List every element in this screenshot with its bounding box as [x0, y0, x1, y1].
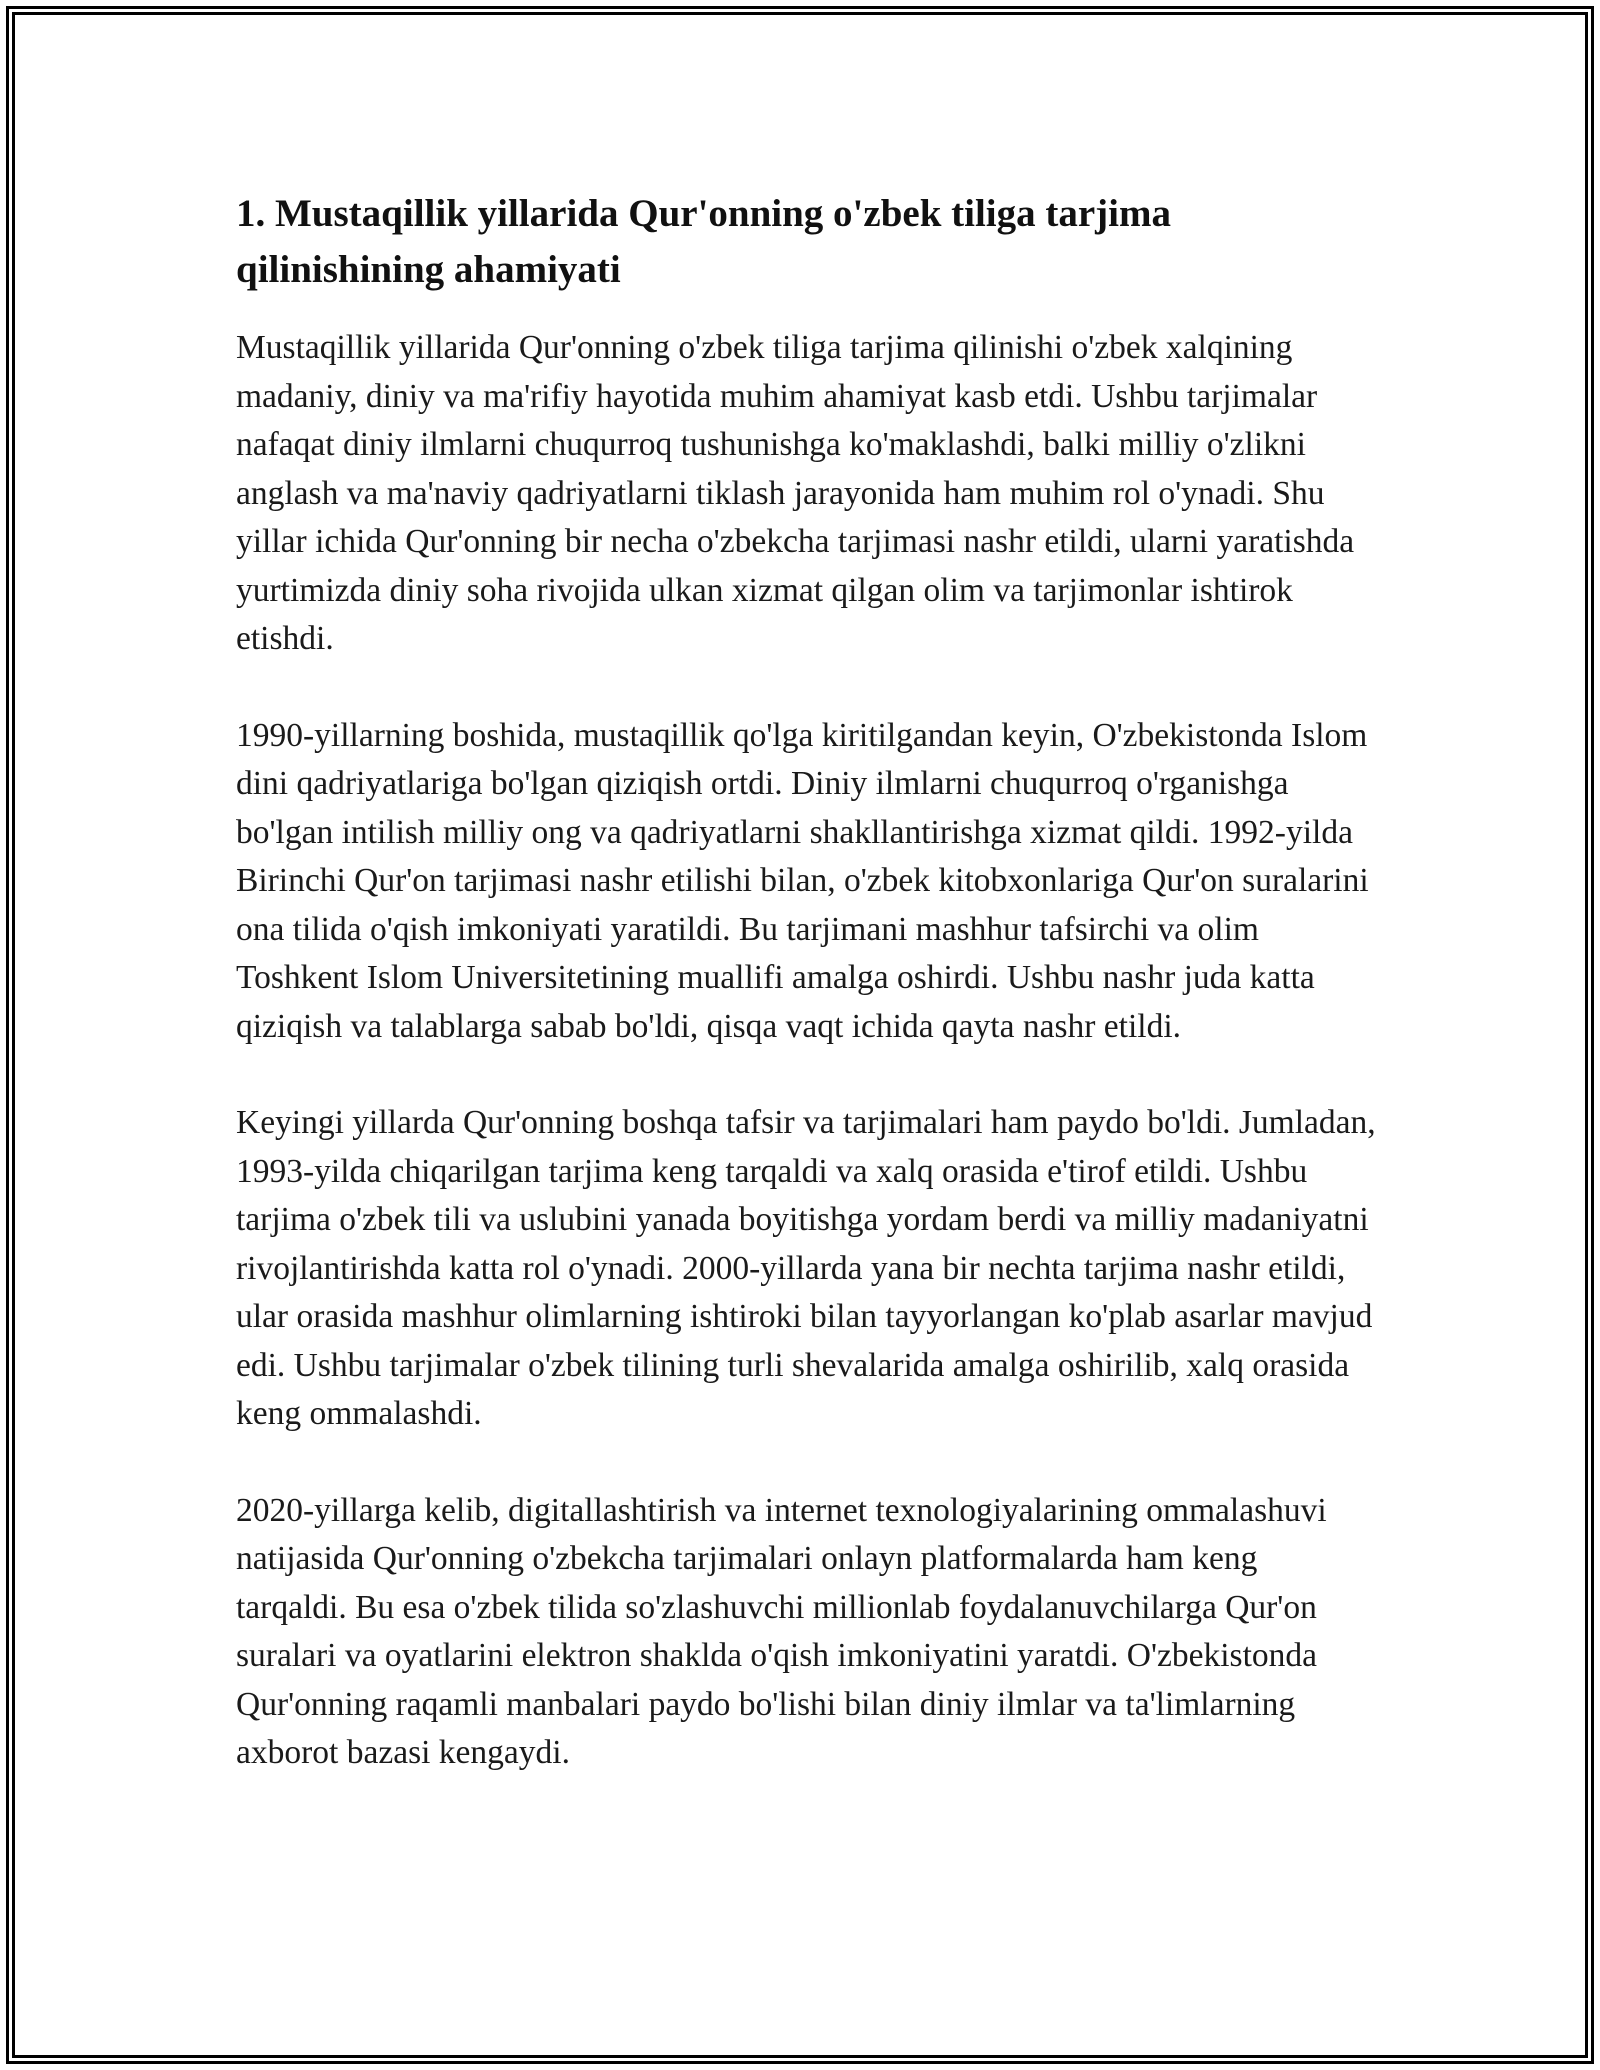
document-body [236, 186, 1376, 1826]
paragraph-4: 2020-yillarga kelib, digitallashtirish va internet texnologiyalarining ommalashuvi natijasida Qur'onning o'zbekcha tarjimalari onlayn platformalarda ham keng tarqaldi. Bu esa o'zbek tilida so'zlashuvchi millionlab foydalanuvchilarga Qur'on suralari va oyatlarini elektron shaklda o'qish imkoniyatini yaratdi. O'zbekistonda Qur'onning raqamli manbalari paydo bo'lishi bilan diniy ilmlar va ta'limlarning axborot bazasi kengaydi. [236, 1491, 1327, 1771]
paragraph-3: Keyingi yillarda Qur'onning boshqa tafsir va tarjimalari ham paydo bo'ldi. Jumladan, 1993-yilda chiqarilgan tarjima keng tarqaldi va xalq orasida e'tirof etildi. Ushbu tarjima o'zbek tili va uslubini yanada boyitishga yordam berdi va milliy madaniyatni rivojlantirishda katta rol o'ynadi. 2000-yillarda yana bir nechta tarjima nashr etildi, ular orasida mashhur olimlarning ishtiroki bilan tayyorlangan ko'plab asarlar mavjud edi. Ushbu tarjimalar o'zbek tilining turli shevalarida amalga oshirilib, xalq orasida keng ommalashdi. [236, 1104, 1376, 1432]
paragraph-1: Mustaqillik yillarida Qur'onning o'zbek tiliga tarjima qilinishi o'zbek xalqining madaniy, diniy va ma'rifiy hayotida muhim ahamiyat kasb etdi. Ushbu tarjimalar nafaqat diniy ilmlarni chuqurroq tushunishga ko'maklashdi, balki milliy o'zlikni anglash va ma'naviy qadriyatlarni tiklash jarayonida ham muhim rol o'ynadi. Shu yillar ichida Qur'onning bir necha o'zbekcha tarjimasi nashr etildi, ularni yaratishda yurtimizda diniy soha rivojida ulkan xizmat qilgan olim va tarjimonlar ishtirok etishdi. [236, 329, 1355, 657]
paragraph-2: 1990-yillarning boshida, mustaqillik qo'lga kiritilgandan keyin, O'zbekistonda Islom dini qadriyatlariga bo'lgan qiziqish ortdi. Diniy ilmlarni chuqurroq o'rganishga bo'lgan intilish milliy ong va qadriyatlarni shakllantirishga xizmat qildi. 1992-yilda Birinchi Qur'on tarjimasi nashr etilishi bilan, o'zbek kitobxonlariga Qur'on suralarini ona tilida o'qish imkoniyati yaratildi. Bu tarjimani mashhur tafsirchi va olim Toshkent Islom Universitetining muallifi amalga oshirdi. Ushbu nashr juda katta qiziqish va talablarga sabab bo'ldi, qisqa vaqt ichida qayta nashr etildi. [236, 716, 1369, 1045]
section-heading: 1. Mustaqillik yillarida Qur'onning o'zbek tiliga tarjima qilinishining ahamiyati [236, 192, 1171, 291]
